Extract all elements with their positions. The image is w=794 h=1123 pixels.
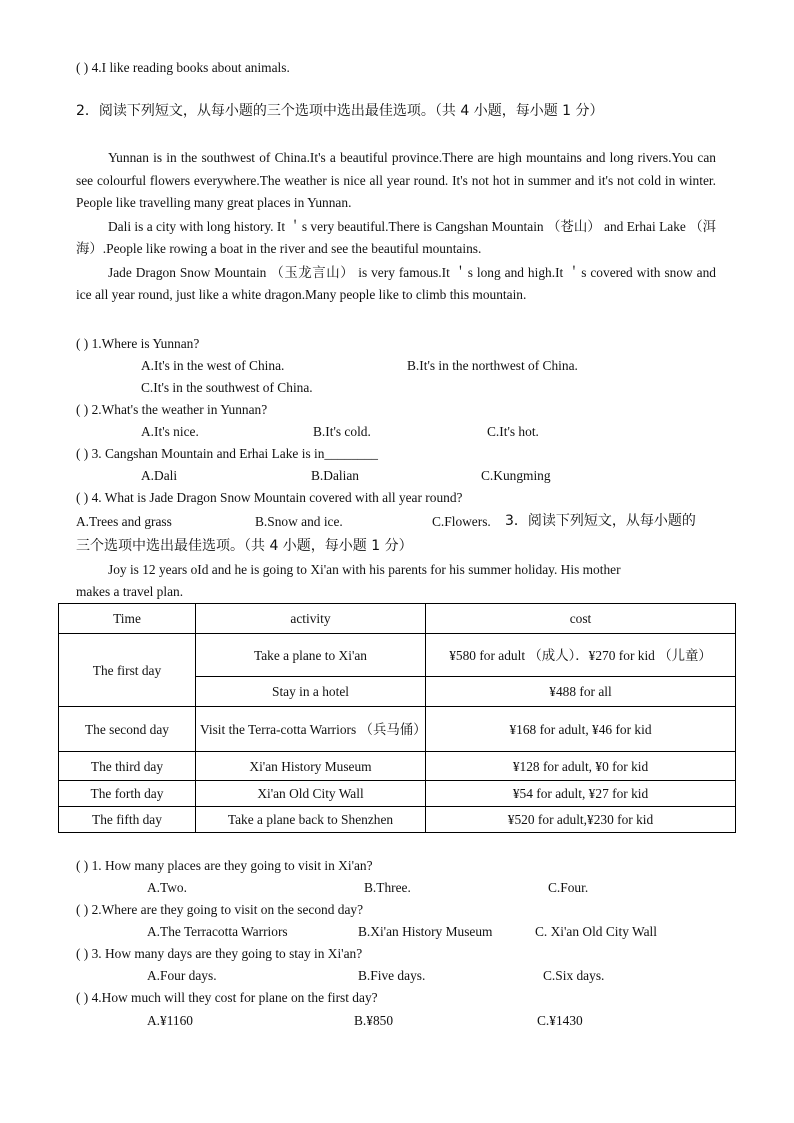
- s2-q3-option-c: C.Kungming: [481, 468, 551, 483]
- s2-q2-option-b: B.It's cold.: [313, 424, 371, 439]
- s3-q1-option-b: B.Three.: [364, 880, 411, 895]
- cell-cost: ¥128 for adult, ¥0 for kid: [426, 752, 736, 781]
- s3-question-4: ( ) 4.How much will they cost for plane on the first day?: [76, 990, 378, 1005]
- cell-cost: ¥54 for adult, ¥27 for kid: [426, 781, 736, 807]
- s2-question-2: ( ) 2.What's the weather in Yunnan?: [76, 402, 268, 417]
- s2-q2-option-c: C.It's hot.: [487, 424, 539, 439]
- cell-activity: Xi'an History Museum: [196, 752, 426, 781]
- s3-question-3: ( ) 3. How many days are they going to stay in Xi'an?: [76, 946, 363, 961]
- s2-question-3: ( ) 3. Cangshan Mountain and Erhai Lake is in________: [76, 446, 378, 461]
- s3-q3-option-a: A.Four days.: [147, 968, 217, 983]
- passage-paragraph-1: Yunnan is in the southwest of China.It's a beautiful province.There are high mountains and long rivers.You can see colourful flowers everywhere.The weather is nice all year round. It's not hot in summer and it's not cold in winter. People like travelling many great places in Yunnan.: [76, 150, 716, 210]
- s3-q1-option-c: C.Four.: [548, 880, 589, 895]
- s3-q2-option-b: B.Xi'an History Museum: [358, 924, 493, 939]
- cell-time: The fifth day: [59, 807, 196, 833]
- s3-q3-option-b: B.Five days.: [358, 968, 426, 983]
- cell-activity: Stay in a hotel: [196, 677, 426, 707]
- s2-q4-option-b: B.Snow and ice.: [255, 514, 343, 529]
- passage-yunnan: [76, 147, 716, 307]
- header-cost: cost: [426, 604, 736, 634]
- s2-q1-option-a: A.It's in the west of China.: [141, 358, 285, 373]
- section-3-intro-line2: makes a travel plan.: [76, 584, 184, 599]
- s2-q4-option-a: A.Trees and grass: [76, 514, 172, 529]
- s3-q2-option-a: A.The Terracotta Warriors: [147, 924, 288, 939]
- cell-time: The third day: [59, 752, 196, 781]
- s3-question-1: ( ) 1. How many places are they going to visit in Xi'an?: [76, 858, 373, 873]
- cell-activity: Take a plane to Xi'an: [196, 634, 426, 677]
- s2-q3-option-a: A.Dali: [141, 468, 178, 483]
- cell-time: The forth day: [59, 781, 196, 807]
- table-row: [59, 634, 736, 677]
- s3-question-2: ( ) 2.Where are they going to visit on the second day?: [76, 902, 364, 917]
- cell-activity: Take a plane back to Shenzhen: [196, 807, 426, 833]
- s2-q2-option-a: A.It's nice.: [141, 424, 199, 439]
- table-row: [59, 752, 736, 781]
- cell-time: The first day: [59, 634, 196, 707]
- s2-question-1: ( ) 1.Where is Yunnan?: [76, 336, 200, 351]
- cell-time: The second day: [59, 707, 196, 752]
- table-header-row: [59, 604, 736, 634]
- cell-cost: ¥488 for all: [426, 677, 736, 707]
- s3-q4-option-b: B.¥850: [354, 1013, 394, 1028]
- cell-cost: ¥580 for adult （成人）．¥270 for kid （儿童）: [426, 634, 736, 677]
- table-row: [59, 707, 736, 752]
- s2-q1-option-c: C.It's in the southwest of China.: [141, 380, 313, 395]
- s2-q4-option-c: C.Flowers.: [432, 514, 491, 529]
- s2-question-4: ( ) 4. What is Jade Dragon Snow Mountain covered with all year round?: [76, 490, 463, 505]
- travel-plan-table: [58, 603, 736, 833]
- passage-paragraph-3: Jade Dragon Snow Mountain （玉龙言山） is very famous.It ＇s long and high.It ＇s covered with snow and ice all year round, just like a white dragon.Many people like to climb this mountain.: [76, 264, 716, 302]
- s3-q3-option-c: C.Six days.: [543, 968, 605, 983]
- s2-q3-option-b: B.Dalian: [311, 468, 359, 483]
- section-3-intro-line1: Joy is 12 years oId and he is going to Xi'an with his parents for his summer holiday. His mother: [108, 562, 621, 577]
- passage-paragraph-2: Dali is a city with long history. It ＇s very beautiful.There is Cangshan Mountain （苍山） and Erhai Lake （洱海）.People like rowing a boat in the river and see the beautiful mountains.: [76, 218, 716, 256]
- cell-cost: ¥520 for adult,¥230 for kid: [426, 807, 736, 833]
- s3-q4-option-c: C.¥1430: [537, 1013, 583, 1028]
- table-row: [59, 807, 736, 833]
- question-prev-4: ( ) 4.I like reading books about animals.: [76, 60, 290, 75]
- s2-q1-option-b: B.It's in the northwest of China.: [407, 358, 578, 373]
- section-2-title: 2．阅读下列短文，从每小题的三个选项中选出最佳选项。（共 4 小题，每小题 1 分）: [76, 103, 604, 119]
- s3-q2-option-c: C. Xi'an Old City Wall: [535, 924, 657, 939]
- s3-q4-option-a: A.¥1160: [147, 1013, 193, 1028]
- header-activity: activity: [196, 604, 426, 634]
- cell-cost: ¥168 for adult, ¥46 for kid: [426, 707, 736, 752]
- cell-activity: Xi'an Old City Wall: [196, 781, 426, 807]
- table-row: [59, 781, 736, 807]
- header-time: Time: [59, 604, 196, 634]
- section-3-title-part2: 三个选项中选出最佳选项。（共 4 小题，每小题 1 分）: [76, 538, 413, 554]
- cell-activity: Visit the Terra-cotta Warriors （兵马俑）: [196, 707, 426, 752]
- s3-q1-option-a: A.Two.: [147, 880, 187, 895]
- section-3-title-part1: 3．阅读下列短文，从每小题的: [505, 513, 696, 529]
